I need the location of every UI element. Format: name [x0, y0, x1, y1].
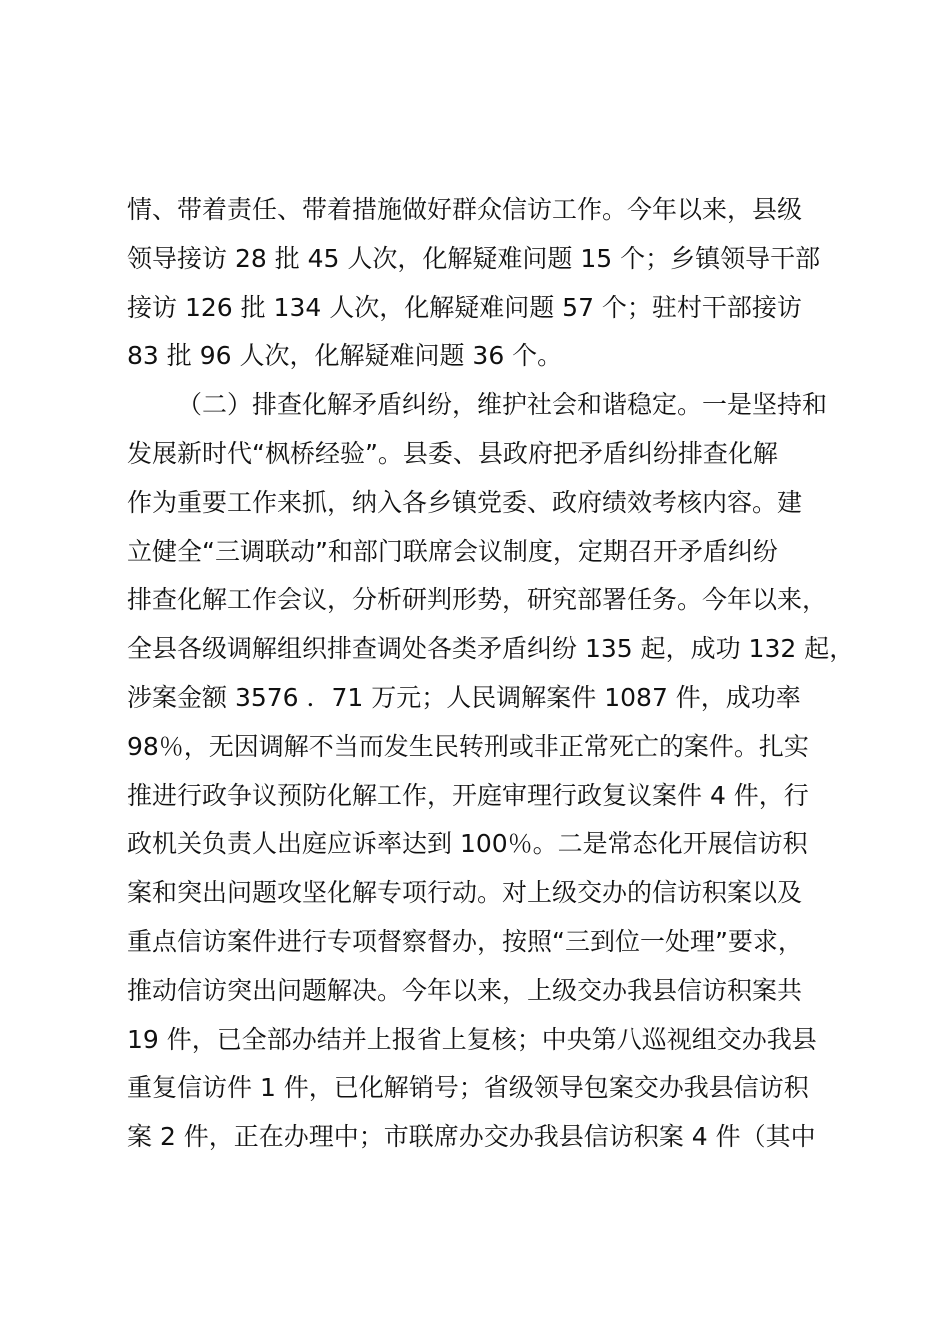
text-line: 98％，无因调解不当而发生民转刑或非正常死亡的案件。扎实: [127, 731, 809, 761]
text-line: 重复信访件 1 件，已化解销号；省级领导包案交办我县信访积: [127, 1073, 809, 1103]
text-line: 发展新时代“枫桥经验”。县委、县政府把矛盾纠纷排查化解: [127, 438, 778, 468]
text-line: 接访 126 批 134 人次，化解疑难问题 57 个；驻村干部接访: [127, 292, 802, 322]
section-heading-line: （二）排查化解矛盾纠纷，维护社会和谐稳定。一是坚持和: [177, 390, 828, 420]
text-line: 涉案金额 3576 ．71 万元；人民调解案件 1087 件，成功率: [127, 682, 801, 712]
text-line: 重点信访案件进行专项督察督办，按照“三到位一处理”要求，: [127, 926, 803, 956]
text-line: 立健全“三调联动”和部门联席会议制度，定期召开矛盾纠纷: [127, 536, 778, 566]
text-line: 案 2 件，正在办理中；市联席办交办我县信访积案 4 件（其中: [127, 1122, 816, 1152]
text-line: 推进行政争议预防化解工作，开庭审理行政复议案件 4 件，行: [127, 780, 809, 810]
text-line: 政机关负责人出庭应诉率达到 100％。二是常态化开展信访积: [127, 829, 808, 859]
text-line: 情、带着责任、带着措施做好群众信访工作。今年以来，县级: [127, 195, 803, 224]
text-line: 作为重要工作来抓，纳入各乡镇党委、政府绩效考核内容。建: [127, 487, 803, 517]
body-text: [127, 186, 857, 1162]
text-line: 83 批 96 人次，化解疑难问题 36 个。: [127, 341, 563, 371]
text-line: 推动信访突出问题解决。今年以来，上级交办我县信访积案共: [127, 975, 803, 1005]
text-line: 全县各级调解组织排查调处各类矛盾纠纷 135 起，成功 132 起，: [127, 634, 855, 664]
text-line: 案和突出问题攻坚化解专项行动。对上级交办的信访积案以及: [127, 878, 803, 908]
text-line: 19 件，已全部办结并上报省上复核；中央第八巡视组交办我县: [127, 1024, 817, 1054]
text-line: 领导接访 28 批 45 人次，化解疑难问题 15 个；乡镇领导干部: [127, 243, 821, 273]
text-line: 排查化解工作会议，分析研判形势，研究部署任务。今年以来，: [127, 585, 828, 615]
